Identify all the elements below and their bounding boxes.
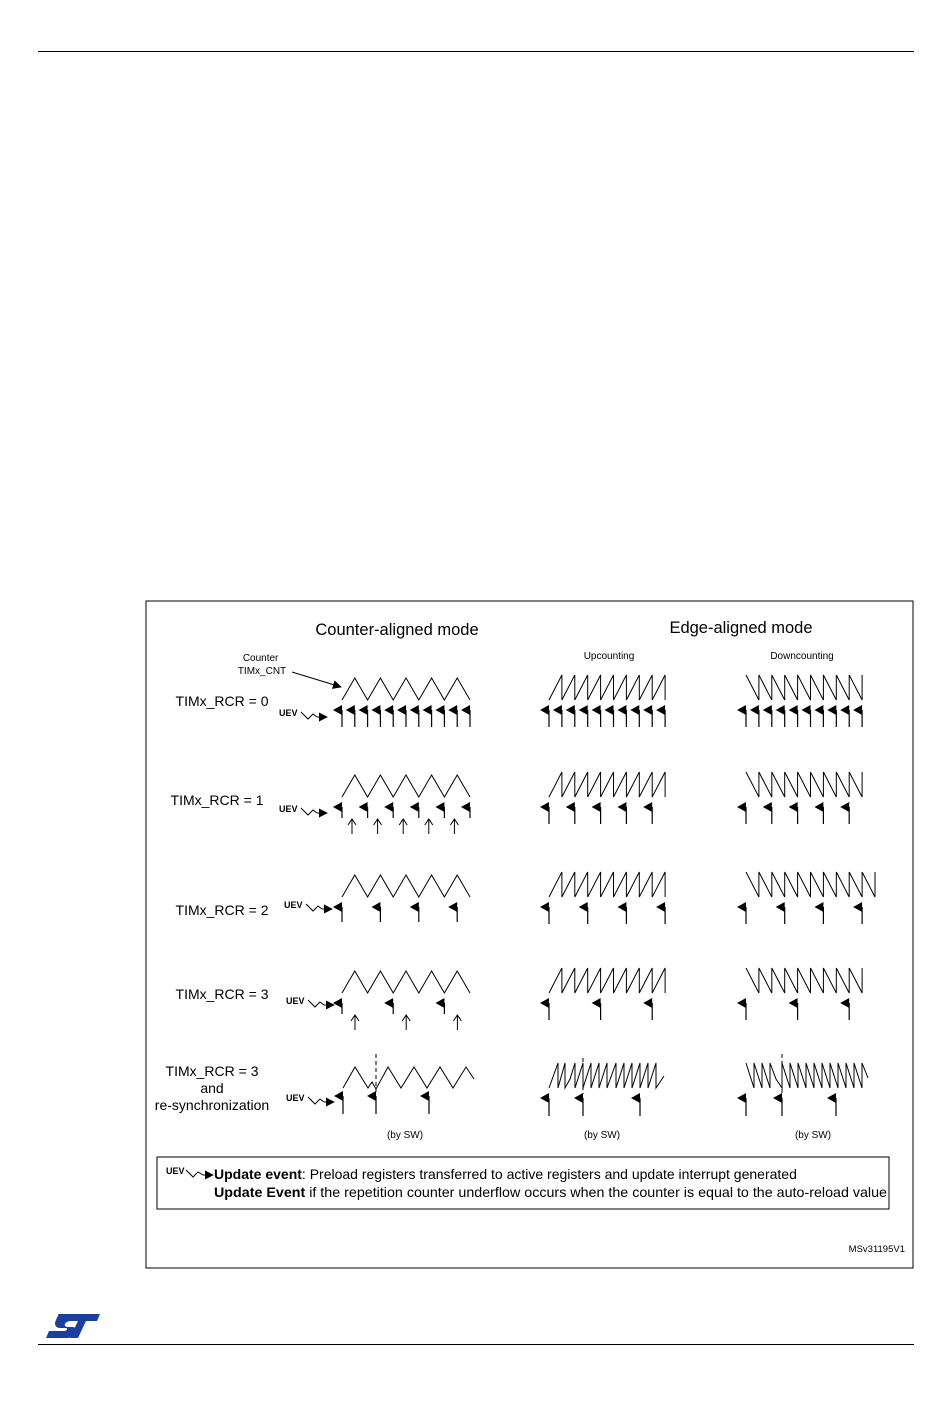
row-4-uev-symbol [308, 1097, 324, 1104]
row-4-by-sw-downcounting: (by SW) [794, 1130, 832, 1141]
row-3-label: TIMx_RCR = 3 [175, 986, 269, 1002]
row-2-label: TIMx_RCR = 2 [175, 902, 269, 918]
row-3-downcounting-sawtooth [746, 968, 862, 993]
row-0-label: TIMx_RCR = 0 [175, 693, 269, 709]
rows-layer [155, 675, 875, 1141]
legend-box [157, 1157, 889, 1209]
row-0-counter-triangle [342, 678, 470, 700]
row-4-downcounting-sawtooth [746, 1063, 868, 1088]
row-0-uev-symbol [301, 712, 317, 719]
row-4-label: TIMx_RCR = 3 and re-synchronization [154, 1063, 270, 1113]
legend-uev-label: UEV [166, 1166, 185, 1176]
row-2-upcounting-sawtooth [549, 872, 665, 897]
row-1-downcounting-sawtooth [746, 772, 862, 797]
row-1-counter-triangle [342, 775, 470, 797]
row-4-upcounting-sawtooth [549, 1063, 664, 1088]
counter-pointer-arrow [292, 672, 341, 687]
row-2-uev-symbol [306, 904, 322, 911]
subtitle-downcounting: Downcounting [770, 651, 834, 662]
row-4-counter-triangle [343, 1067, 474, 1089]
row-0-downcounting-sawtooth [746, 675, 862, 700]
legend-line-1 [214, 1166, 797, 1182]
row-1-label: TIMx_RCR = 1 [170, 792, 264, 808]
legend-uev-symbol [186, 1170, 203, 1177]
figure-id: MSv31195V1 [848, 1244, 905, 1255]
row-4-by-sw-upcounting: (by SW) [583, 1130, 621, 1141]
row-0-uev-label: UEV [279, 708, 298, 718]
row-3-uev-label: UEV [286, 996, 305, 1006]
row-3-counter-triangle [342, 971, 470, 993]
subtitle-upcounting: Upcounting [583, 651, 635, 662]
row-4-uev-label: UEV [286, 1093, 305, 1103]
legend-line-2-text: if the repetition counter underflow occurs when the counter is equal to the auto-reload value [305, 1184, 876, 1200]
legend-line-2-bold: Update Event [214, 1184, 304, 1200]
row-1-uev-label: UEV [279, 804, 298, 814]
legend-line-1-text: : Preload registers transferred to active registers and update interrupt generated [301, 1166, 797, 1182]
row-2-counter-triangle [342, 875, 470, 897]
row-4-by-sw-counter: (by SW) [386, 1130, 424, 1141]
st-logo [44, 1312, 102, 1340]
row-2-uev-label: UEV [284, 900, 303, 910]
row-0-upcounting-sawtooth [549, 675, 665, 700]
section-title-counter-aligned: Counter-aligned mode [315, 621, 479, 639]
legend-line-1-bold: Update event [214, 1166, 302, 1182]
row-3-upcounting-sawtooth [549, 968, 665, 993]
row-1-uev-symbol [301, 808, 317, 815]
row-1-upcounting-sawtooth [549, 772, 665, 797]
row-3-uev-symbol [308, 1000, 324, 1007]
counter-label: Counter TIMx_CNT [237, 653, 287, 677]
row-2-downcounting-sawtooth [746, 872, 875, 897]
legend-line-2 [214, 1184, 887, 1200]
section-title-edge-aligned: Edge-aligned mode [669, 619, 813, 637]
